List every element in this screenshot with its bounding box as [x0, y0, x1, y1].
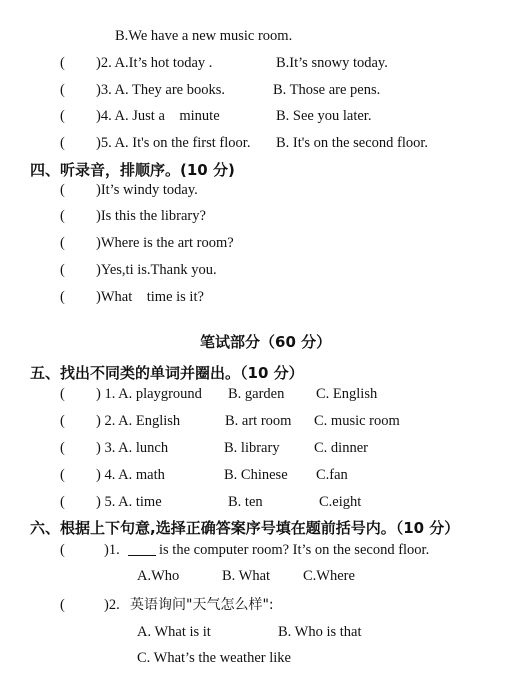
s6-q1-text: is the computer room? It’s on the second floor.: [159, 542, 430, 558]
s6-q2-number: )2.: [104, 597, 120, 613]
answer-paren: (: [60, 542, 65, 558]
s5-row-a: ) 5. A. time: [96, 494, 162, 510]
s6-q1-option: B. What: [222, 568, 271, 584]
s3-q3: )3. A. They are books.: [96, 82, 225, 98]
fill-in-blank: [128, 543, 156, 556]
s3-q1-option-b: B.We have a new music room.: [115, 28, 293, 44]
s5-row-a: ) 3. A. lunch: [96, 440, 169, 456]
s5-row-a: ) 2. A. English: [96, 413, 181, 429]
answer-paren: (: [60, 413, 65, 429]
answer-paren: (: [60, 135, 65, 151]
answer-paren: (: [60, 597, 65, 613]
s5-row-a: ) 1. A. playground: [96, 386, 202, 402]
s4-item: )Where is the art room?: [96, 235, 234, 251]
answer-paren: (: [60, 208, 65, 224]
s3-q5: )5. A. It's on the first floor.: [96, 135, 251, 151]
s5-row-c: C.fan: [316, 467, 348, 483]
s4-item: )Yes,ti is.Thank you.: [96, 262, 217, 278]
section-6-heading: 六、根据上下句意,选择正确答案序号填在题前括号内。（10 分）: [30, 519, 460, 537]
s5-row-c: C.eight: [319, 494, 362, 510]
s5-row-a: ) 4. A. math: [96, 467, 165, 483]
answer-paren: (: [60, 262, 65, 278]
s6-q2-option-a: A. What is it: [137, 624, 211, 640]
s6-q1-number: )1.: [104, 542, 120, 558]
answer-paren: (: [60, 235, 65, 251]
s5-row-c: C. English: [316, 386, 378, 402]
s5-row-b: B. ten: [228, 494, 263, 510]
answer-paren: (: [60, 55, 65, 71]
s5-row-c: C. music room: [314, 413, 400, 429]
section-5-heading: 五、找出不同类的单词并圈出。（10 分）: [30, 364, 304, 382]
s3-q2-option-b: B.It’s snowy today.: [276, 55, 388, 71]
s5-row-b: B. art room: [225, 413, 292, 429]
answer-paren: (: [60, 82, 65, 98]
answer-paren: (: [60, 182, 65, 198]
answer-paren: (: [60, 440, 65, 456]
s4-item: )It’s windy today.: [96, 182, 198, 198]
s3-q2: )2. A.It’s hot today .: [96, 55, 213, 71]
s5-row-b: B. library: [224, 440, 280, 456]
s3-q5-option-b: B. It's on the second floor.: [276, 135, 429, 151]
answer-paren: (: [60, 289, 65, 305]
s5-row-b: B. garden: [228, 386, 285, 402]
s6-q2-option-b: B. Who is that: [278, 624, 362, 640]
s4-item: )Is this the library?: [96, 208, 206, 224]
s5-row-b: B. Chinese: [224, 467, 288, 483]
written-part-title: 笔试部分（60 分）: [200, 333, 332, 351]
s6-q2-text: 英语询问"天气怎么样":: [130, 597, 274, 613]
section-4-heading: 四、听录音，排顺序。(10 分): [30, 161, 235, 179]
s6-q1-option: A.Who: [137, 568, 180, 584]
answer-paren: (: [60, 494, 65, 510]
answer-paren: (: [60, 108, 65, 124]
s3-q4-option-b: B. See you later.: [276, 108, 372, 124]
s4-item: )What time is it?: [96, 289, 204, 305]
s6-q2-option-c: C. What’s the weather like: [137, 650, 291, 666]
s3-q3-option-b: B. Those are pens.: [273, 82, 381, 98]
s3-q4: )4. A. Just a minute: [96, 108, 220, 124]
answer-paren: (: [60, 386, 65, 402]
s5-row-c: C. dinner: [314, 440, 368, 456]
answer-paren: (: [60, 467, 65, 483]
s6-q1-option: C.Where: [303, 568, 355, 584]
